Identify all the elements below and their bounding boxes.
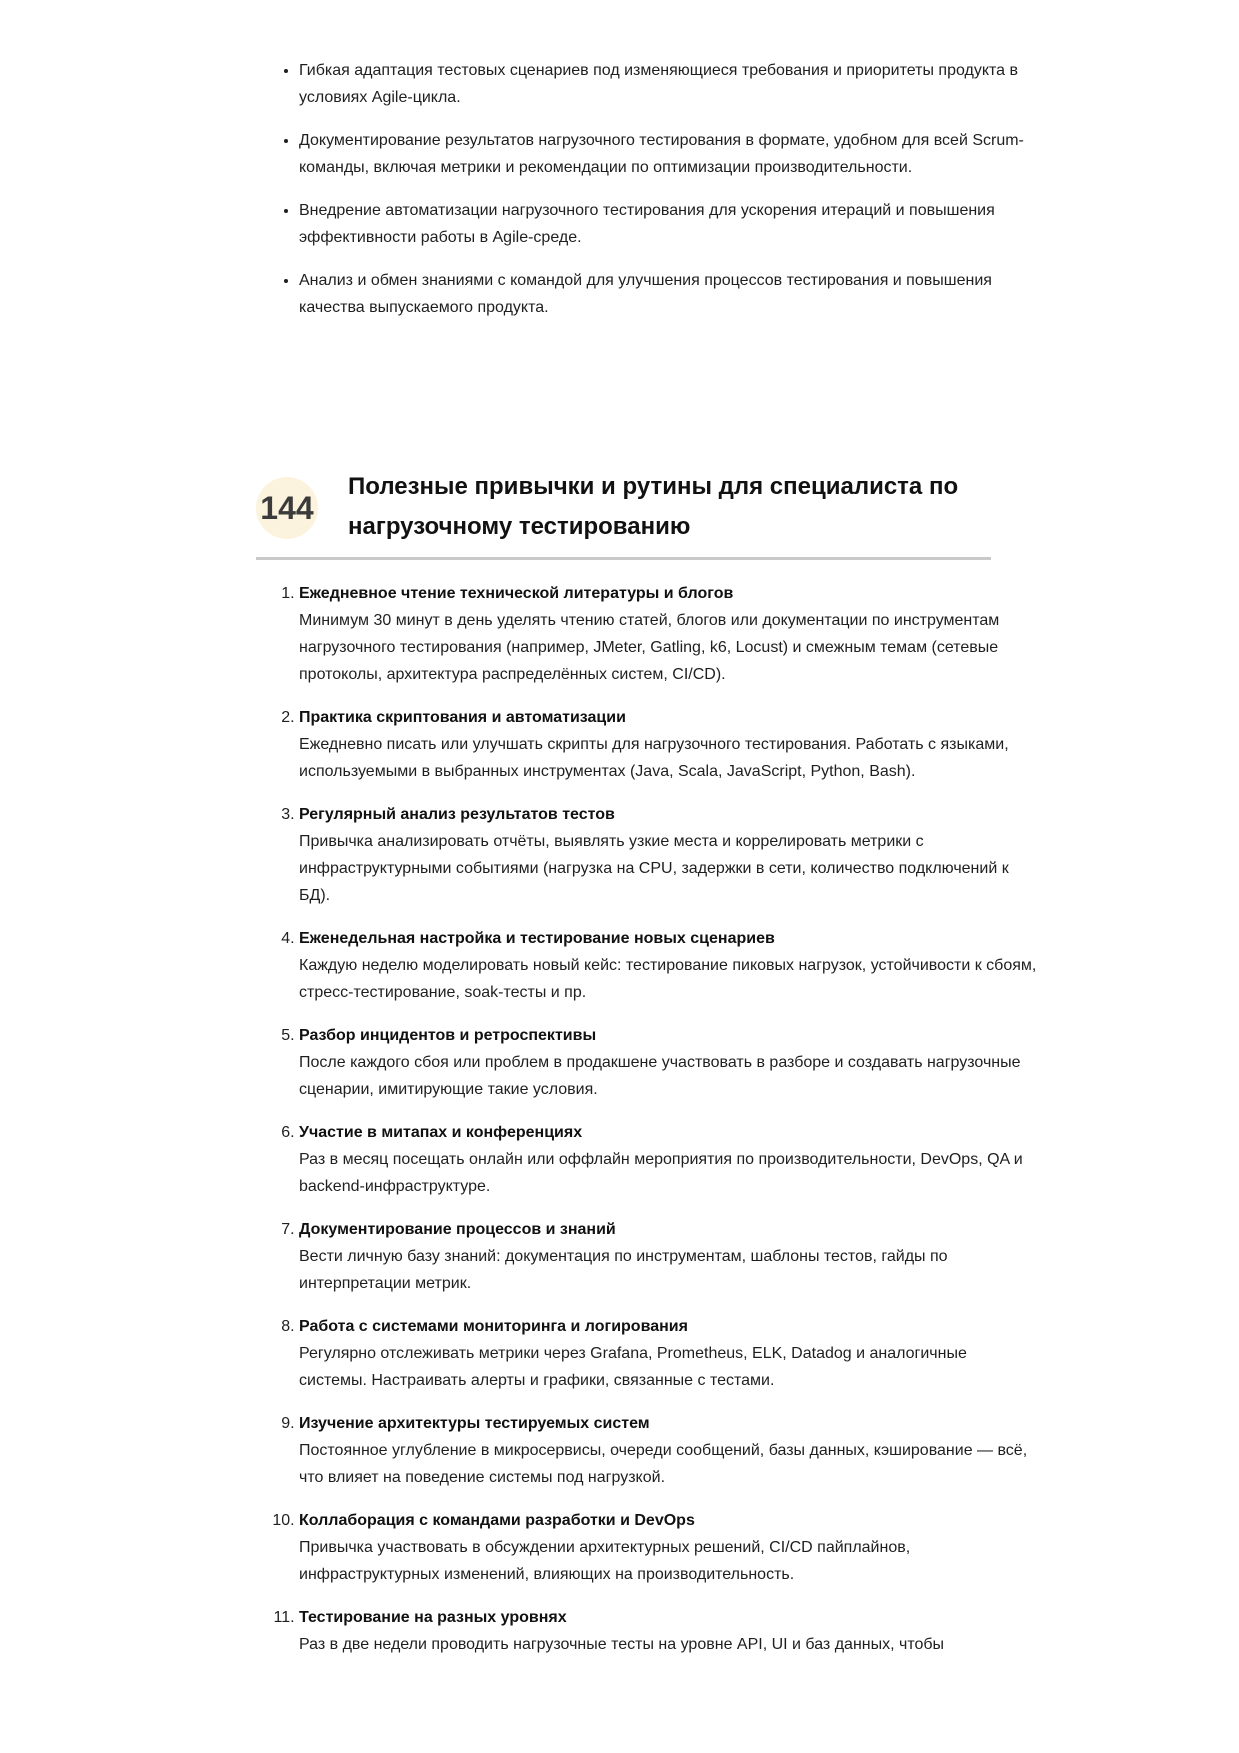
list-item [299,1022,1039,1103]
habit-title: 2. Практика скриптования и автоматизации [299,709,626,726]
bullet-item: • Документирование результатов нагрузочного тестирования в формате, удобном для всей Scrum-команды, включая метрики и рекомендации по оптимизации производительности. [299,127,1039,181]
habit-description: Раз в две недели проводить нагрузочные тесты на уровне API, UI и баз данных, чтобы [299,1636,945,1653]
habit-title: 10. Коллаборация с командами разработки и DevOps [299,1512,695,1529]
habit-title: 5. Разбор инцидентов и ретроспективы [299,1027,597,1044]
habit-title: 3. Регулярный анализ результатов тестов [299,806,615,823]
habit-title: 11. Тестирование на разных уровнях [299,1609,567,1626]
habit-description: Ежедневно писать или улучшать скрипты для нагрузочного тестирования. Работать с языками, используемыми в выбранных инструментах (Java, Scala, JavaScript, Python, Bash). [299,736,1009,780]
habits-list [254,580,1039,1674]
list-item [299,801,1039,909]
list-item [299,704,1039,785]
list-item [299,580,1039,688]
habit-title: 8. Работа с системами мониторинга и логирования [299,1318,688,1335]
list-item [299,1313,1039,1394]
list-item [299,1119,1039,1200]
habit-description: Привычка анализировать отчёты, выявлять узкие места и коррелировать метрики с инфраструктурными событиями (нагрузка на CPU, задержки в сети, количество подключений к БД). [299,833,1009,904]
list-item [299,1604,1039,1658]
habit-title: 1. Ежедневное чтение технической литературы и блогов [299,585,734,602]
habit-description: Привычка участвовать в обсуждении архитектурных решений, CI/CD пайплайнов, инфраструктурных изменений, влияющих на производительность. [299,1539,911,1583]
habit-description: После каждого сбоя или проблем в продакшене участвовать в разборе и создавать нагрузочные сценарии, имитирующие такие условия. [299,1054,1021,1098]
habit-description: Минимум 30 минут в день уделять чтению статей, блогов или документации по инструментам нагрузочного тестирования (например, JMeter, Gatling, k6, Locust) и смежным темам (сетевые протоколы, архитектура распределённых систем, CI/CD). [299,612,1000,683]
agile-bullet-list [254,57,1039,337]
section-header [256,467,991,560]
bullet-item: • Гибкая адаптация тестовых сценариев под изменяющиеся требования и приоритеты продукта в условиях Agile-цикла. [299,57,1039,111]
habit-title: 6. Участие в митапах и конференциях [299,1124,583,1141]
list-item [299,1507,1039,1588]
bullet-item: • Внедрение автоматизации нагрузочного тестирования для ускорения итераций и повышения эффективности работы в Agile-среде. [299,197,1039,251]
habit-description: Каждую неделю моделировать новый кейс: тестирование пиковых нагрузок, устойчивости к сбоям, стресс-тестирование, soak-тесты и пр. [299,957,1037,1001]
section-number-badge: 144 [256,477,318,539]
habit-description: Регулярно отслеживать метрики через Grafana, Prometheus, ELK, Datadog и аналогичные системы. Настраивать алерты и графики, связанные с тестами. [299,1345,967,1389]
list-item [299,1216,1039,1297]
habit-title: 9. Изучение архитектуры тестируемых систем [299,1415,650,1432]
bullet-item: • Анализ и обмен знаниями с командой для улучшения процессов тестирования и повышения качества выпускаемого продукта. [299,267,1039,321]
list-item [299,1410,1039,1491]
habit-description: Постоянное углубление в микросервисы, очереди сообщений, базы данных, кэширование — всё, что влияет на поведение системы под нагрузкой. [299,1442,1028,1486]
habit-title: 7. Документирование процессов и знаний [299,1221,616,1238]
section-title: Полезные привычки и рутины для специалиста по нагрузочному тестированию [348,473,959,540]
habit-title: 4. Еженедельная настройка и тестирование новых сценариев [299,930,775,947]
habit-description: Вести личную базу знаний: документация по инструментам, шаблоны тестов, гайды по интерпретации метрик. [299,1248,948,1292]
list-item [299,925,1039,1006]
habit-description: Раз в месяц посещать онлайн или оффлайн мероприятия по производительности, DevOps, QA и backend-инфраструктуре. [299,1151,1023,1195]
